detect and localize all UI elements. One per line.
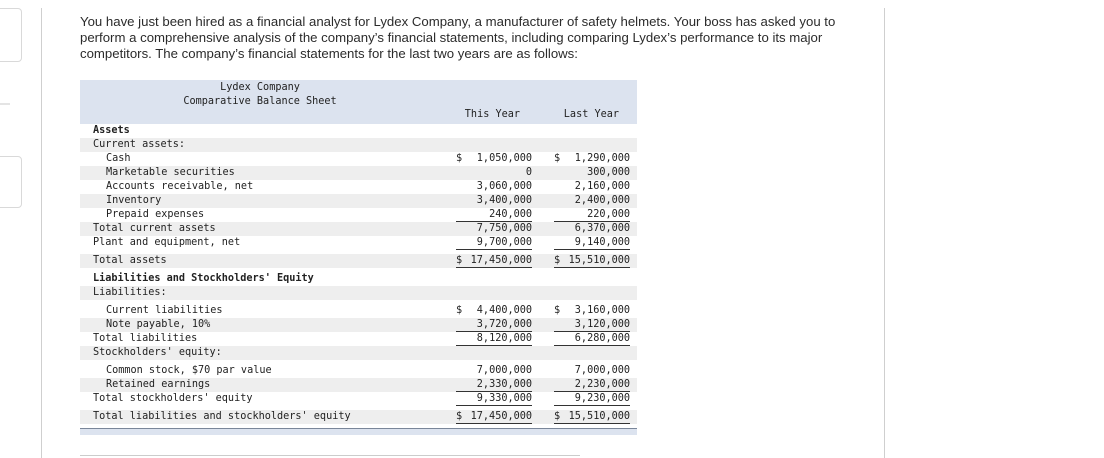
table-row — [80, 166, 637, 180]
amount: 7,750,000 — [476, 223, 532, 234]
amount: 15,510,000 — [568, 411, 630, 422]
amount: 0 — [525, 167, 532, 178]
this-year-value — [456, 152, 532, 165]
last-year-value — [554, 254, 630, 268]
amount: 9,700,000 — [476, 237, 532, 248]
left-panel-box — [0, 156, 22, 208]
dollar-sign: $ — [554, 305, 561, 316]
last-year-value — [554, 378, 630, 392]
last-year-value — [554, 222, 630, 235]
table-row — [80, 304, 637, 318]
table-row — [80, 152, 637, 166]
row-label: Liabilities and Stockholders' Equity — [93, 273, 314, 284]
dollar-sign: $ — [456, 255, 463, 266]
row-label: Cash — [106, 153, 131, 164]
row-label: Inventory — [106, 195, 162, 206]
amount: 17,450,000 — [470, 255, 532, 266]
amount: 3,060,000 — [476, 181, 532, 192]
row-label: Total stockholders' equity — [93, 393, 253, 404]
row-label: Marketable securities — [106, 167, 235, 178]
separator — [80, 455, 580, 456]
column-header-last-year: Last Year — [563, 109, 619, 120]
table-row — [80, 364, 637, 378]
this-year-value — [456, 208, 532, 222]
row-label: Current liabilities — [106, 305, 223, 316]
dollar-sign: $ — [554, 255, 561, 266]
row-label: Assets — [93, 125, 130, 136]
row-label: Prepaid expenses — [106, 209, 205, 220]
amount: 220,000 — [587, 209, 630, 220]
amount: 4,400,000 — [476, 305, 532, 316]
amount: 7,000,000 — [476, 365, 532, 376]
this-year-value — [456, 180, 532, 193]
left-divider — [0, 103, 10, 105]
last-year-value — [554, 410, 630, 424]
amount: 9,230,000 — [574, 393, 630, 404]
amount: 15,510,000 — [568, 255, 630, 266]
table-row — [80, 254, 637, 268]
last-year-value — [554, 208, 630, 222]
row-label: Liabilities: — [93, 287, 167, 298]
last-year-value — [554, 392, 630, 406]
last-year-value — [554, 236, 630, 250]
amount: 3,720,000 — [476, 319, 532, 330]
content-border-right — [884, 8, 885, 458]
table-row — [80, 124, 637, 138]
dollar-sign: $ — [456, 153, 463, 164]
this-year-value — [456, 194, 532, 207]
amount: 2,400,000 — [574, 195, 630, 206]
row-label: Note payable, 10% — [106, 319, 211, 330]
amount: 3,400,000 — [476, 195, 532, 206]
last-year-value — [554, 166, 630, 179]
last-year-value — [554, 152, 630, 165]
row-label: Common stock, $70 par value — [106, 365, 272, 376]
amount: 8,120,000 — [476, 333, 532, 344]
table-row — [80, 346, 637, 360]
this-year-value — [456, 378, 532, 392]
amount: 6,370,000 — [574, 223, 630, 234]
row-label: Accounts receivable, net — [106, 181, 254, 192]
amount: 6,280,000 — [574, 333, 630, 344]
last-year-value — [554, 332, 630, 346]
table-row — [80, 318, 637, 332]
amount: 7,000,000 — [574, 365, 630, 376]
this-year-value — [456, 364, 532, 377]
row-label: Stockholders' equity: — [93, 347, 222, 358]
left-panel-box — [0, 8, 22, 62]
amount: 2,230,000 — [574, 379, 630, 390]
last-year-value — [554, 318, 630, 332]
table-row — [80, 208, 637, 222]
this-year-value — [456, 254, 532, 268]
problem-intro: You have just been hired as a financial analyst for Lydex Company, a manufacturer of safety helmets. Your boss has asked you to perform a comprehensive analysis of the company’s financial statements, including comparing Lydex’s performance to its major competitors. The company’s financial statements for the last two years are as follows: — [80, 14, 836, 61]
amount: 2,160,000 — [574, 181, 630, 192]
table-row — [80, 272, 637, 286]
last-year-value — [554, 194, 630, 207]
row-label: Total assets — [93, 255, 167, 266]
table-row — [80, 410, 637, 424]
amount: 1,290,000 — [574, 153, 630, 164]
this-year-value — [456, 304, 532, 317]
table-row — [80, 286, 637, 300]
company-name: Lydex Company — [220, 82, 300, 93]
table-row — [80, 180, 637, 194]
amount: 240,000 — [489, 209, 532, 220]
last-year-value — [554, 304, 630, 317]
balance-sheet-header — [80, 80, 637, 124]
this-year-value — [456, 392, 532, 406]
amount: 2,330,000 — [476, 379, 532, 390]
amount: 3,120,000 — [574, 319, 630, 330]
amount: 1,050,000 — [476, 153, 532, 164]
amount: 17,450,000 — [470, 411, 532, 422]
amount: 3,160,000 — [574, 305, 630, 316]
dollar-sign: $ — [456, 305, 463, 316]
this-year-value — [456, 332, 532, 346]
dollar-sign: $ — [456, 411, 463, 422]
this-year-value — [456, 222, 532, 235]
table-row — [80, 138, 637, 152]
table-row — [80, 236, 637, 250]
table-row — [80, 194, 637, 208]
balance-sheet-rows — [80, 124, 637, 424]
table-row — [80, 378, 637, 392]
amount: 300,000 — [587, 167, 630, 178]
this-year-value — [456, 410, 532, 424]
statement-title: Comparative Balance Sheet — [183, 96, 337, 107]
balance-sheet — [80, 80, 637, 424]
row-label: Retained earnings — [106, 379, 211, 390]
row-label: Total liabilities — [93, 333, 198, 344]
last-year-value — [554, 364, 630, 377]
amount: 9,140,000 — [574, 237, 630, 248]
table-row — [80, 332, 637, 346]
row-label: Total current assets — [93, 223, 216, 234]
last-year-value — [554, 180, 630, 193]
dollar-sign: $ — [554, 153, 561, 164]
this-year-value — [456, 166, 532, 179]
row-label: Current assets: — [93, 139, 186, 150]
table-footer-bar — [80, 428, 637, 435]
row-label: Total liabilities and stockholders' equity — [93, 411, 351, 422]
column-header-this-year: This Year — [464, 109, 520, 120]
table-row — [80, 392, 637, 406]
row-label: Plant and equipment, net — [93, 237, 241, 248]
this-year-value — [456, 236, 532, 250]
amount: 9,330,000 — [476, 393, 532, 404]
content-border-left — [41, 8, 42, 458]
dollar-sign: $ — [554, 411, 561, 422]
this-year-value — [456, 318, 532, 332]
table-row — [80, 222, 637, 236]
